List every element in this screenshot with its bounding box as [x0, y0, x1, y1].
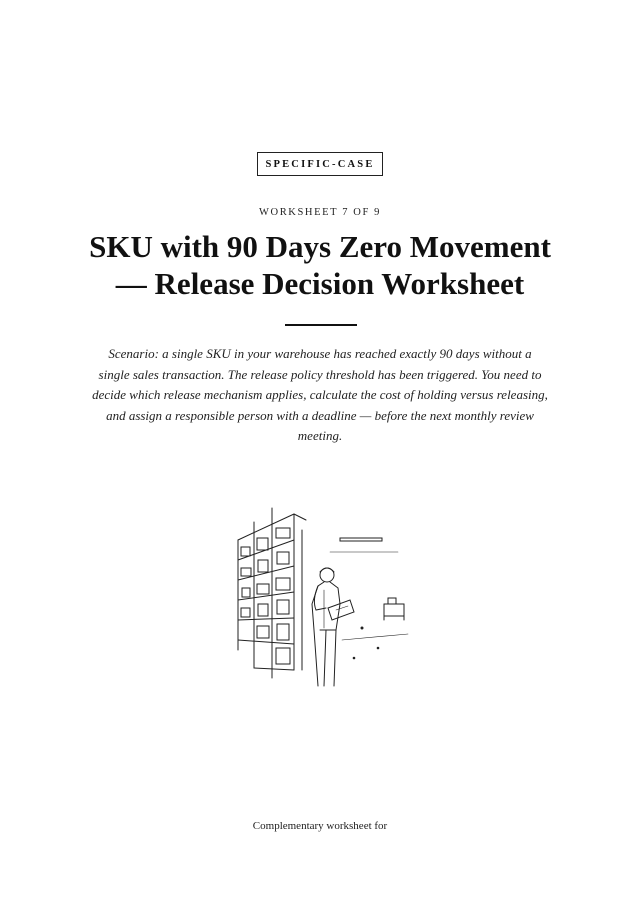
title-line-1: SKU with 90 Days Zero Movement — [89, 229, 551, 264]
page-title — [40, 228, 600, 302]
footer-note: Complementary worksheet for — [252, 820, 388, 832]
clipboard-icon — [328, 600, 354, 620]
warehouse-shelves-icon — [238, 508, 306, 678]
title-divider — [285, 324, 357, 326]
worker-icon — [312, 568, 340, 686]
title-line-2: — Release Decision Worksheet — [115, 266, 525, 301]
scenario-text: Scenario: a single SKU in your warehouse has reached exactly 90 days without a single sales transaction. The release policy threshold has been triggered. You need to decide which release mechanism applies, calculate the cost of holding versus releasing, and assign a responsible person with a deadline — before the next monthly review meeting. — [92, 346, 548, 443]
ceiling-light-icon — [330, 538, 398, 552]
worksheet-counter: WORKSHEET 7 OF 9 — [259, 207, 381, 218]
category-badge: SPECIFIC-CASE — [257, 152, 383, 176]
warehouse-worker-clipboard-illustration — [232, 500, 412, 690]
